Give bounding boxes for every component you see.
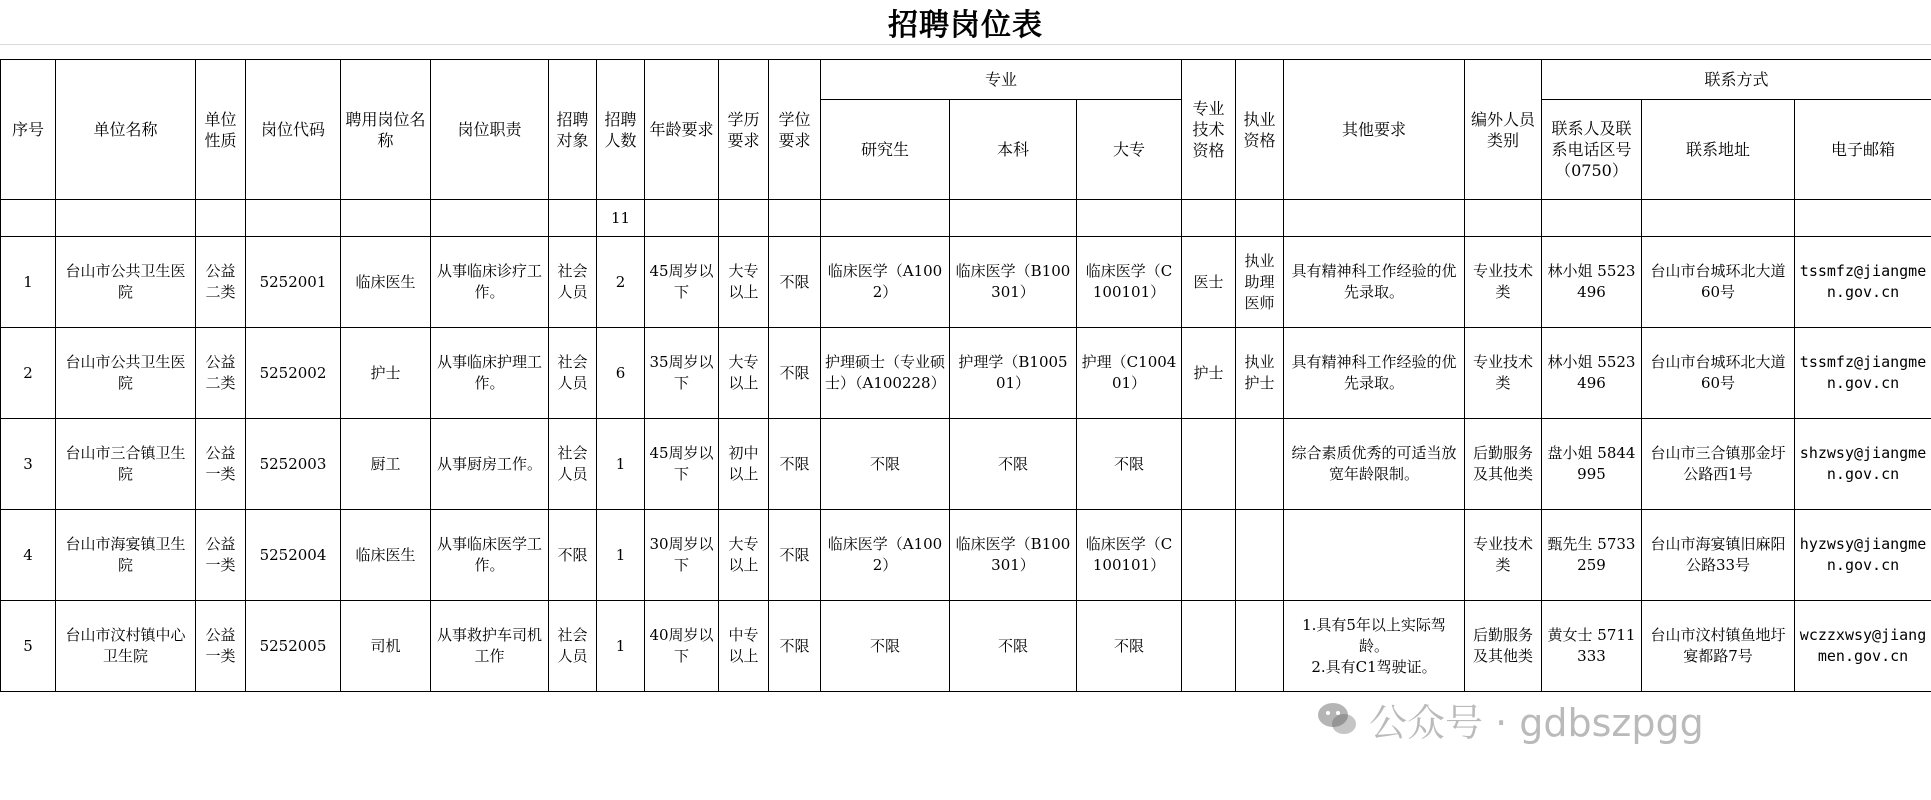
table-row <box>1 510 1931 601</box>
cell-contact-email: shzwsy@jiangmen.gov.cn <box>1795 419 1931 510</box>
cell-unit: 台山市公共卫生医院 <box>56 328 196 419</box>
cell-seq: 4 <box>1 510 56 601</box>
header-target: 招聘对象 <box>549 60 597 200</box>
header-contact-email: 电子邮箱 <box>1795 100 1931 200</box>
cell-degree: 不限 <box>769 419 821 510</box>
cell-contact-email: tssmfz@jiangmen.gov.cn <box>1795 237 1931 328</box>
cell-education: 中专以上 <box>719 601 769 692</box>
table-row <box>1 419 1931 510</box>
cell-staff-type: 后勤服务及其他类 <box>1465 419 1542 510</box>
cell-count: 1 <box>597 419 645 510</box>
header-unit-nature: 单位性质 <box>196 60 246 200</box>
header-seq: 序号 <box>1 60 56 200</box>
cell-degree: 不限 <box>769 601 821 692</box>
cell-contact-address: 台山市台城环北大道60号 <box>1642 328 1795 419</box>
cell-seq: 5 <box>1 601 56 692</box>
cell-count: 2 <box>597 237 645 328</box>
table-body <box>1 237 1931 692</box>
cell-age: 45周岁以下 <box>645 419 719 510</box>
cell-post: 临床医生 <box>341 510 431 601</box>
header-post-code: 岗位代码 <box>246 60 341 200</box>
cell-tech-qual <box>1182 510 1236 601</box>
cell-other: 1.具有5年以上实际驾龄。 2.具有C1驾驶证。 <box>1284 601 1465 692</box>
cell-tech-qual: 护士 <box>1182 328 1236 419</box>
cell-other: 具有精神科工作经验的优先录取。 <box>1284 328 1465 419</box>
cell-post: 护士 <box>341 328 431 419</box>
cell-education: 大专以上 <box>719 237 769 328</box>
cell-contact-address: 台山市台城环北大道60号 <box>1642 237 1795 328</box>
cell-count: 1 <box>597 601 645 692</box>
cell-duty: 从事厨房工作。 <box>431 419 549 510</box>
cell-target: 社会人员 <box>549 328 597 419</box>
cell-major-college: 临床医学（C100101） <box>1077 237 1182 328</box>
cell-count: 6 <box>597 328 645 419</box>
cell-age: 40周岁以下 <box>645 601 719 692</box>
cell-age: 30周岁以下 <box>645 510 719 601</box>
cell-contact-person: 林小姐 5523496 <box>1542 328 1642 419</box>
cell-post: 厨工 <box>341 419 431 510</box>
cell-seq: 3 <box>1 419 56 510</box>
cell-contact-email: wczzxwsy@jiangmen.gov.cn <box>1795 601 1931 692</box>
header-contact: 联系方式 <box>1542 60 1931 100</box>
cell-target: 社会人员 <box>549 237 597 328</box>
cell-tech-qual <box>1182 419 1236 510</box>
cell-major-bachelor: 临床医学（B100301） <box>950 237 1077 328</box>
cell-nature: 公益二类 <box>196 328 246 419</box>
cell-age: 45周岁以下 <box>645 237 719 328</box>
table-row <box>1 237 1931 328</box>
cell-duty: 从事临床护理工作。 <box>431 328 549 419</box>
header-tech-qual: 专业技术资格 <box>1182 60 1236 200</box>
cell-major-grad: 临床医学（A1002） <box>821 510 950 601</box>
header-degree: 学位要求 <box>769 60 821 200</box>
cell-unit: 台山市三合镇卫生院 <box>56 419 196 510</box>
header-unit-name: 单位名称 <box>56 60 196 200</box>
cell-other <box>1284 510 1465 601</box>
cell-target: 不限 <box>549 510 597 601</box>
header-major-grad: 研究生 <box>821 100 950 200</box>
cell-nature: 公益一类 <box>196 419 246 510</box>
cell-major-bachelor: 不限 <box>950 419 1077 510</box>
cell-major-grad: 护理硕士（专业硕士）（A100228） <box>821 328 950 419</box>
cell-major-bachelor: 护理学（B100501） <box>950 328 1077 419</box>
cell-major-grad: 不限 <box>821 601 950 692</box>
cell-code: 5252002 <box>246 328 341 419</box>
cell-duty: 从事临床医学工作。 <box>431 510 549 601</box>
cell-major-college: 临床医学（C100101） <box>1077 510 1182 601</box>
cell-contact-address: 台山市海宴镇旧麻阳公路33号 <box>1642 510 1795 601</box>
cell-contact-person: 黄女士 5711333 <box>1542 601 1642 692</box>
cell-staff-type: 专业技术类 <box>1465 328 1542 419</box>
cell-practice-qual: 执业助理医师 <box>1236 237 1284 328</box>
header-contact-person: 联系人及联系电话区号（0750） <box>1542 100 1642 200</box>
header-education: 学历要求 <box>719 60 769 200</box>
total-row <box>1 200 1931 237</box>
cell-nature: 公益一类 <box>196 601 246 692</box>
cell-staff-type: 后勤服务及其他类 <box>1465 601 1542 692</box>
header-row-1 <box>1 60 1931 100</box>
total-count: 11 <box>597 200 645 237</box>
cell-code: 5252004 <box>246 510 341 601</box>
cell-practice-qual <box>1236 419 1284 510</box>
header-count: 招聘人数 <box>597 60 645 200</box>
header-duty: 岗位职责 <box>431 60 549 200</box>
header-other: 其他要求 <box>1284 60 1465 200</box>
cell-degree: 不限 <box>769 328 821 419</box>
wechat-icon <box>1315 697 1359 741</box>
cell-post: 临床医生 <box>341 237 431 328</box>
cell-practice-qual <box>1236 601 1284 692</box>
cell-staff-type: 专业技术类 <box>1465 237 1542 328</box>
cell-nature: 公益二类 <box>196 237 246 328</box>
header-practice-qual: 执业资格 <box>1236 60 1284 200</box>
watermark-text: 公众号 · gdbszpgg <box>1369 700 1704 745</box>
cell-practice-qual <box>1236 510 1284 601</box>
cell-other: 综合素质优秀的可适当放宽年龄限制。 <box>1284 419 1465 510</box>
header-age: 年龄要求 <box>645 60 719 200</box>
cell-tech-qual <box>1182 601 1236 692</box>
cell-contact-email: hyzwsy@jiangmen.gov.cn <box>1795 510 1931 601</box>
grid-line <box>0 44 1931 45</box>
cell-contact-person: 甄先生 5733259 <box>1542 510 1642 601</box>
cell-duty: 从事临床诊疗工作。 <box>431 237 549 328</box>
header-major-bachelor: 本科 <box>950 100 1077 200</box>
cell-practice-qual: 执业护士 <box>1236 328 1284 419</box>
cell-education: 初中以上 <box>719 419 769 510</box>
cell-major-grad: 不限 <box>821 419 950 510</box>
cell-contact-email: tssmfz@jiangmen.gov.cn <box>1795 328 1931 419</box>
cell-education: 大专以上 <box>719 510 769 601</box>
cell-degree: 不限 <box>769 510 821 601</box>
cell-contact-person: 林小姐 5523496 <box>1542 237 1642 328</box>
cell-other: 具有精神科工作经验的优先录取。 <box>1284 237 1465 328</box>
cell-post: 司机 <box>341 601 431 692</box>
cell-age: 35周岁以下 <box>645 328 719 419</box>
header-post-name: 聘用岗位名称 <box>341 60 431 200</box>
cell-major-college: 护理（C100401） <box>1077 328 1182 419</box>
watermark <box>1315 693 1704 745</box>
cell-staff-type: 专业技术类 <box>1465 510 1542 601</box>
cell-target: 社会人员 <box>549 419 597 510</box>
header-staff-type: 编外人员类别 <box>1465 60 1542 200</box>
cell-major-bachelor: 临床医学（B100301） <box>950 510 1077 601</box>
cell-contact-address: 台山市汶村镇鱼地圩宴都路7号 <box>1642 601 1795 692</box>
cell-unit: 台山市海宴镇卫生院 <box>56 510 196 601</box>
cell-code: 5252005 <box>246 601 341 692</box>
table-row <box>1 328 1931 419</box>
cell-contact-address: 台山市三合镇那金圩公路西1号 <box>1642 419 1795 510</box>
table-row <box>1 601 1931 692</box>
cell-code: 5252001 <box>246 237 341 328</box>
cell-target: 社会人员 <box>549 601 597 692</box>
cell-education: 大专以上 <box>719 328 769 419</box>
cell-seq: 1 <box>1 237 56 328</box>
recruitment-table <box>0 59 1931 692</box>
cell-tech-qual: 医士 <box>1182 237 1236 328</box>
cell-major-grad: 临床医学（A1002） <box>821 237 950 328</box>
cell-unit: 台山市汶村镇中心卫生院 <box>56 601 196 692</box>
cell-code: 5252003 <box>246 419 341 510</box>
header-contact-address: 联系地址 <box>1642 100 1795 200</box>
cell-duty: 从事救护车司机工作 <box>431 601 549 692</box>
cell-major-college: 不限 <box>1077 419 1182 510</box>
header-major-college: 大专 <box>1077 100 1182 200</box>
header-major: 专业 <box>821 60 1182 100</box>
cell-contact-person: 盘小姐 5844995 <box>1542 419 1642 510</box>
cell-major-bachelor: 不限 <box>950 601 1077 692</box>
cell-degree: 不限 <box>769 237 821 328</box>
cell-count: 1 <box>597 510 645 601</box>
cell-major-college: 不限 <box>1077 601 1182 692</box>
page-title: 招聘岗位表 <box>888 8 1043 43</box>
cell-seq: 2 <box>1 328 56 419</box>
cell-nature: 公益一类 <box>196 510 246 601</box>
cell-unit: 台山市公共卫生医院 <box>56 237 196 328</box>
